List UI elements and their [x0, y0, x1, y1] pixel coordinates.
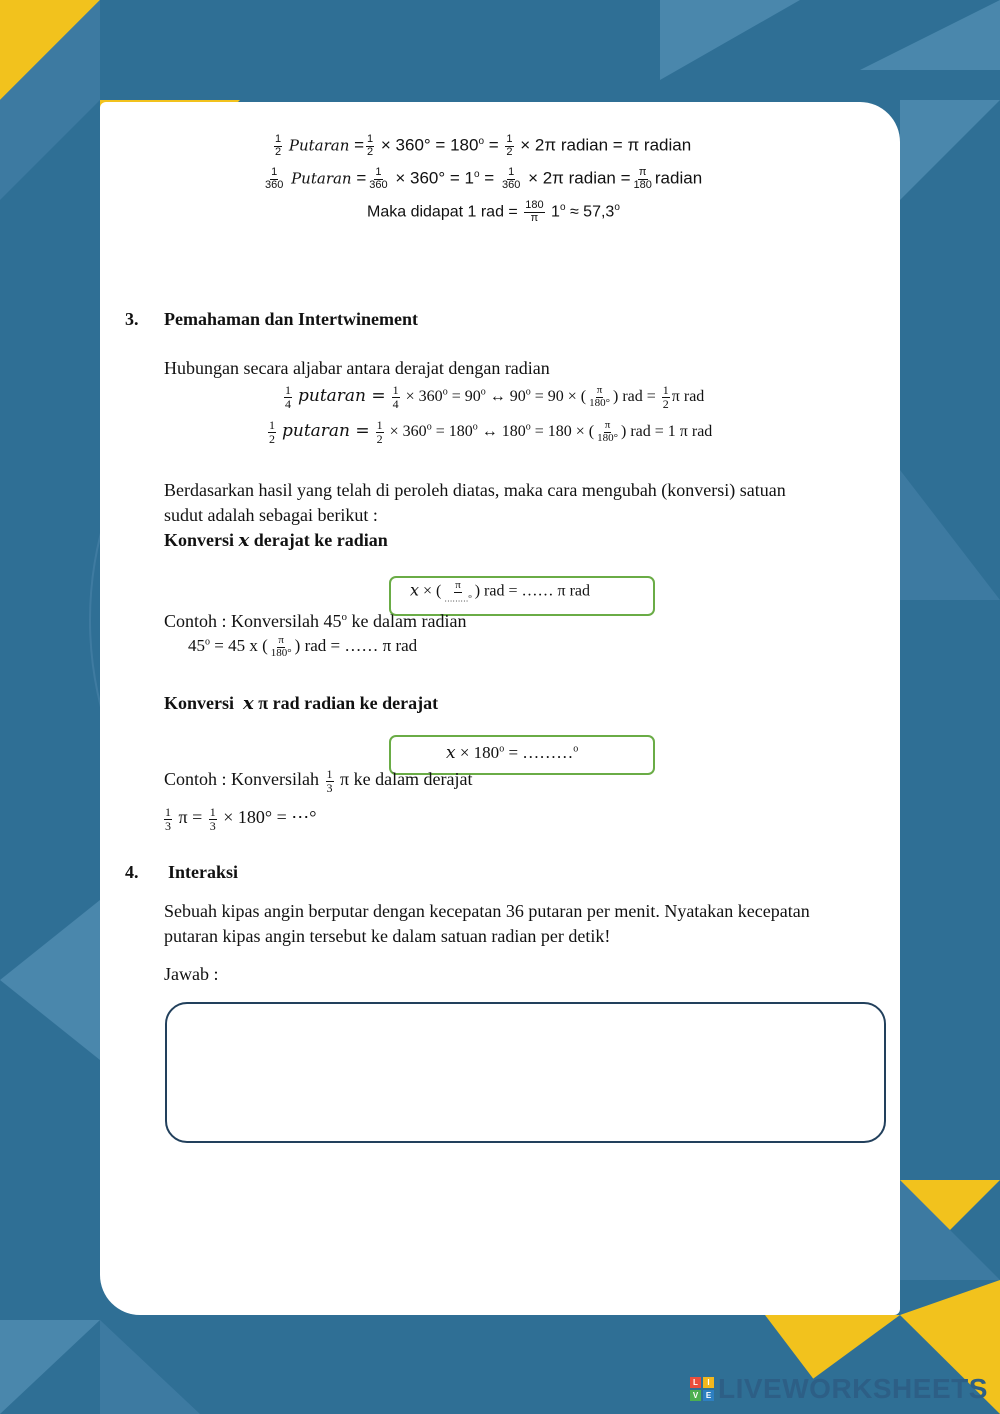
conversion-intro-line-1: Berdasarkan hasil yang telah di peroleh diatas, maka cara mengubah (konversi) satuan [164, 480, 786, 500]
formula-half-turn: $\frac{1}{2}$ Putaran = $\frac{1}{2}$ × $360^\circ = 180^o$ = $\frac{1}{2}$ × 2π radian = π radian [275, 133, 692, 158]
degree-to-radian-formula: x × ( $\frac{\pi}{\dots\dots\dots^o}$ ) rad = …… π rad [410, 579, 591, 604]
problem-line-1: Sebuah kipas angin berputar dengan kecepatan 36 putaran per menit. Nyatakan kecepatan [164, 901, 810, 921]
radian-to-degree-formula: $x \times 180^o$ = ………$^o$ [446, 743, 579, 763]
formula-one-degree: $\frac{1}{360}$ Putaran = $\frac{1}{360}$ × $360^\circ = 1^o$ = $\frac{1}{360}$ × 2π radian = $\frac{\pi}{180}$ radian [265, 166, 703, 191]
problem-line-2: putaran kipas angin tersebut ke dalam satuan radian per detik! [164, 926, 611, 946]
equation-quarter-turn: $\frac{1}{4}$ putaran = $\frac{1}{4}$ × $360^o = 90^o$ ↔ $90^o = 90$ × ( $\frac{\pi}{180^\circ}$ ) rad = $\frac{1}{2}$ π rad [285, 383, 705, 411]
section-4-number: 4. [125, 862, 139, 882]
example-radian-to-degree-work: $\frac{1}{3}$ π = $\frac{1}{3}$ × 180° = ⋯° [165, 805, 317, 833]
section-3-title: Pemahaman dan Intertwinement [164, 309, 418, 329]
example-degree-to-radian-work: $45^o = 45$ x ( $\frac{\pi}{180^\circ}$ ) rad = …… π rad [188, 634, 418, 659]
example-degree-to-radian: Contoh : Konversilah 45$^o$ ke dalam radian [164, 611, 467, 631]
example-radian-to-degree: Contoh : Konversilah $\frac{1}{3}$ π ke dalam derajat [164, 767, 473, 795]
liveworksheets-logo-icon: L I V E [690, 1377, 714, 1401]
answer-input-box[interactable] [165, 1002, 886, 1143]
conversion-degree-to-radian-title: Konversi x derajat ke radian [164, 530, 388, 551]
conversion-radian-to-degree-title: Konversi x π rad radian ke derajat [164, 693, 439, 714]
liveworksheets-text: LIVEWORKSHEETS [718, 1373, 988, 1404]
equation-half-turn: $\frac{1}{2}$ putaran = $\frac{1}{2}$ × $360^o = 180^o$ ↔ $180^o = 180$ × ( $\frac{\pi}{180^\circ}$ ) rad = 1 π rad [269, 418, 713, 446]
section-4-title: Interaksi [168, 862, 239, 882]
conversion-intro-line-2: sudut adalah sebagai berikut : [164, 505, 378, 525]
section-3-intro: Hubungan secara aljabar antara derajat dengan radian [164, 358, 550, 378]
section-3-number: 3. [125, 309, 139, 329]
answer-label: Jawab : [164, 964, 219, 984]
liveworksheets-watermark [690, 1373, 988, 1405]
formula-one-radian: Maka didapat 1 rad = $\frac{180}{\pi}$ $1^o \approx 57,3^o$ [367, 199, 620, 224]
